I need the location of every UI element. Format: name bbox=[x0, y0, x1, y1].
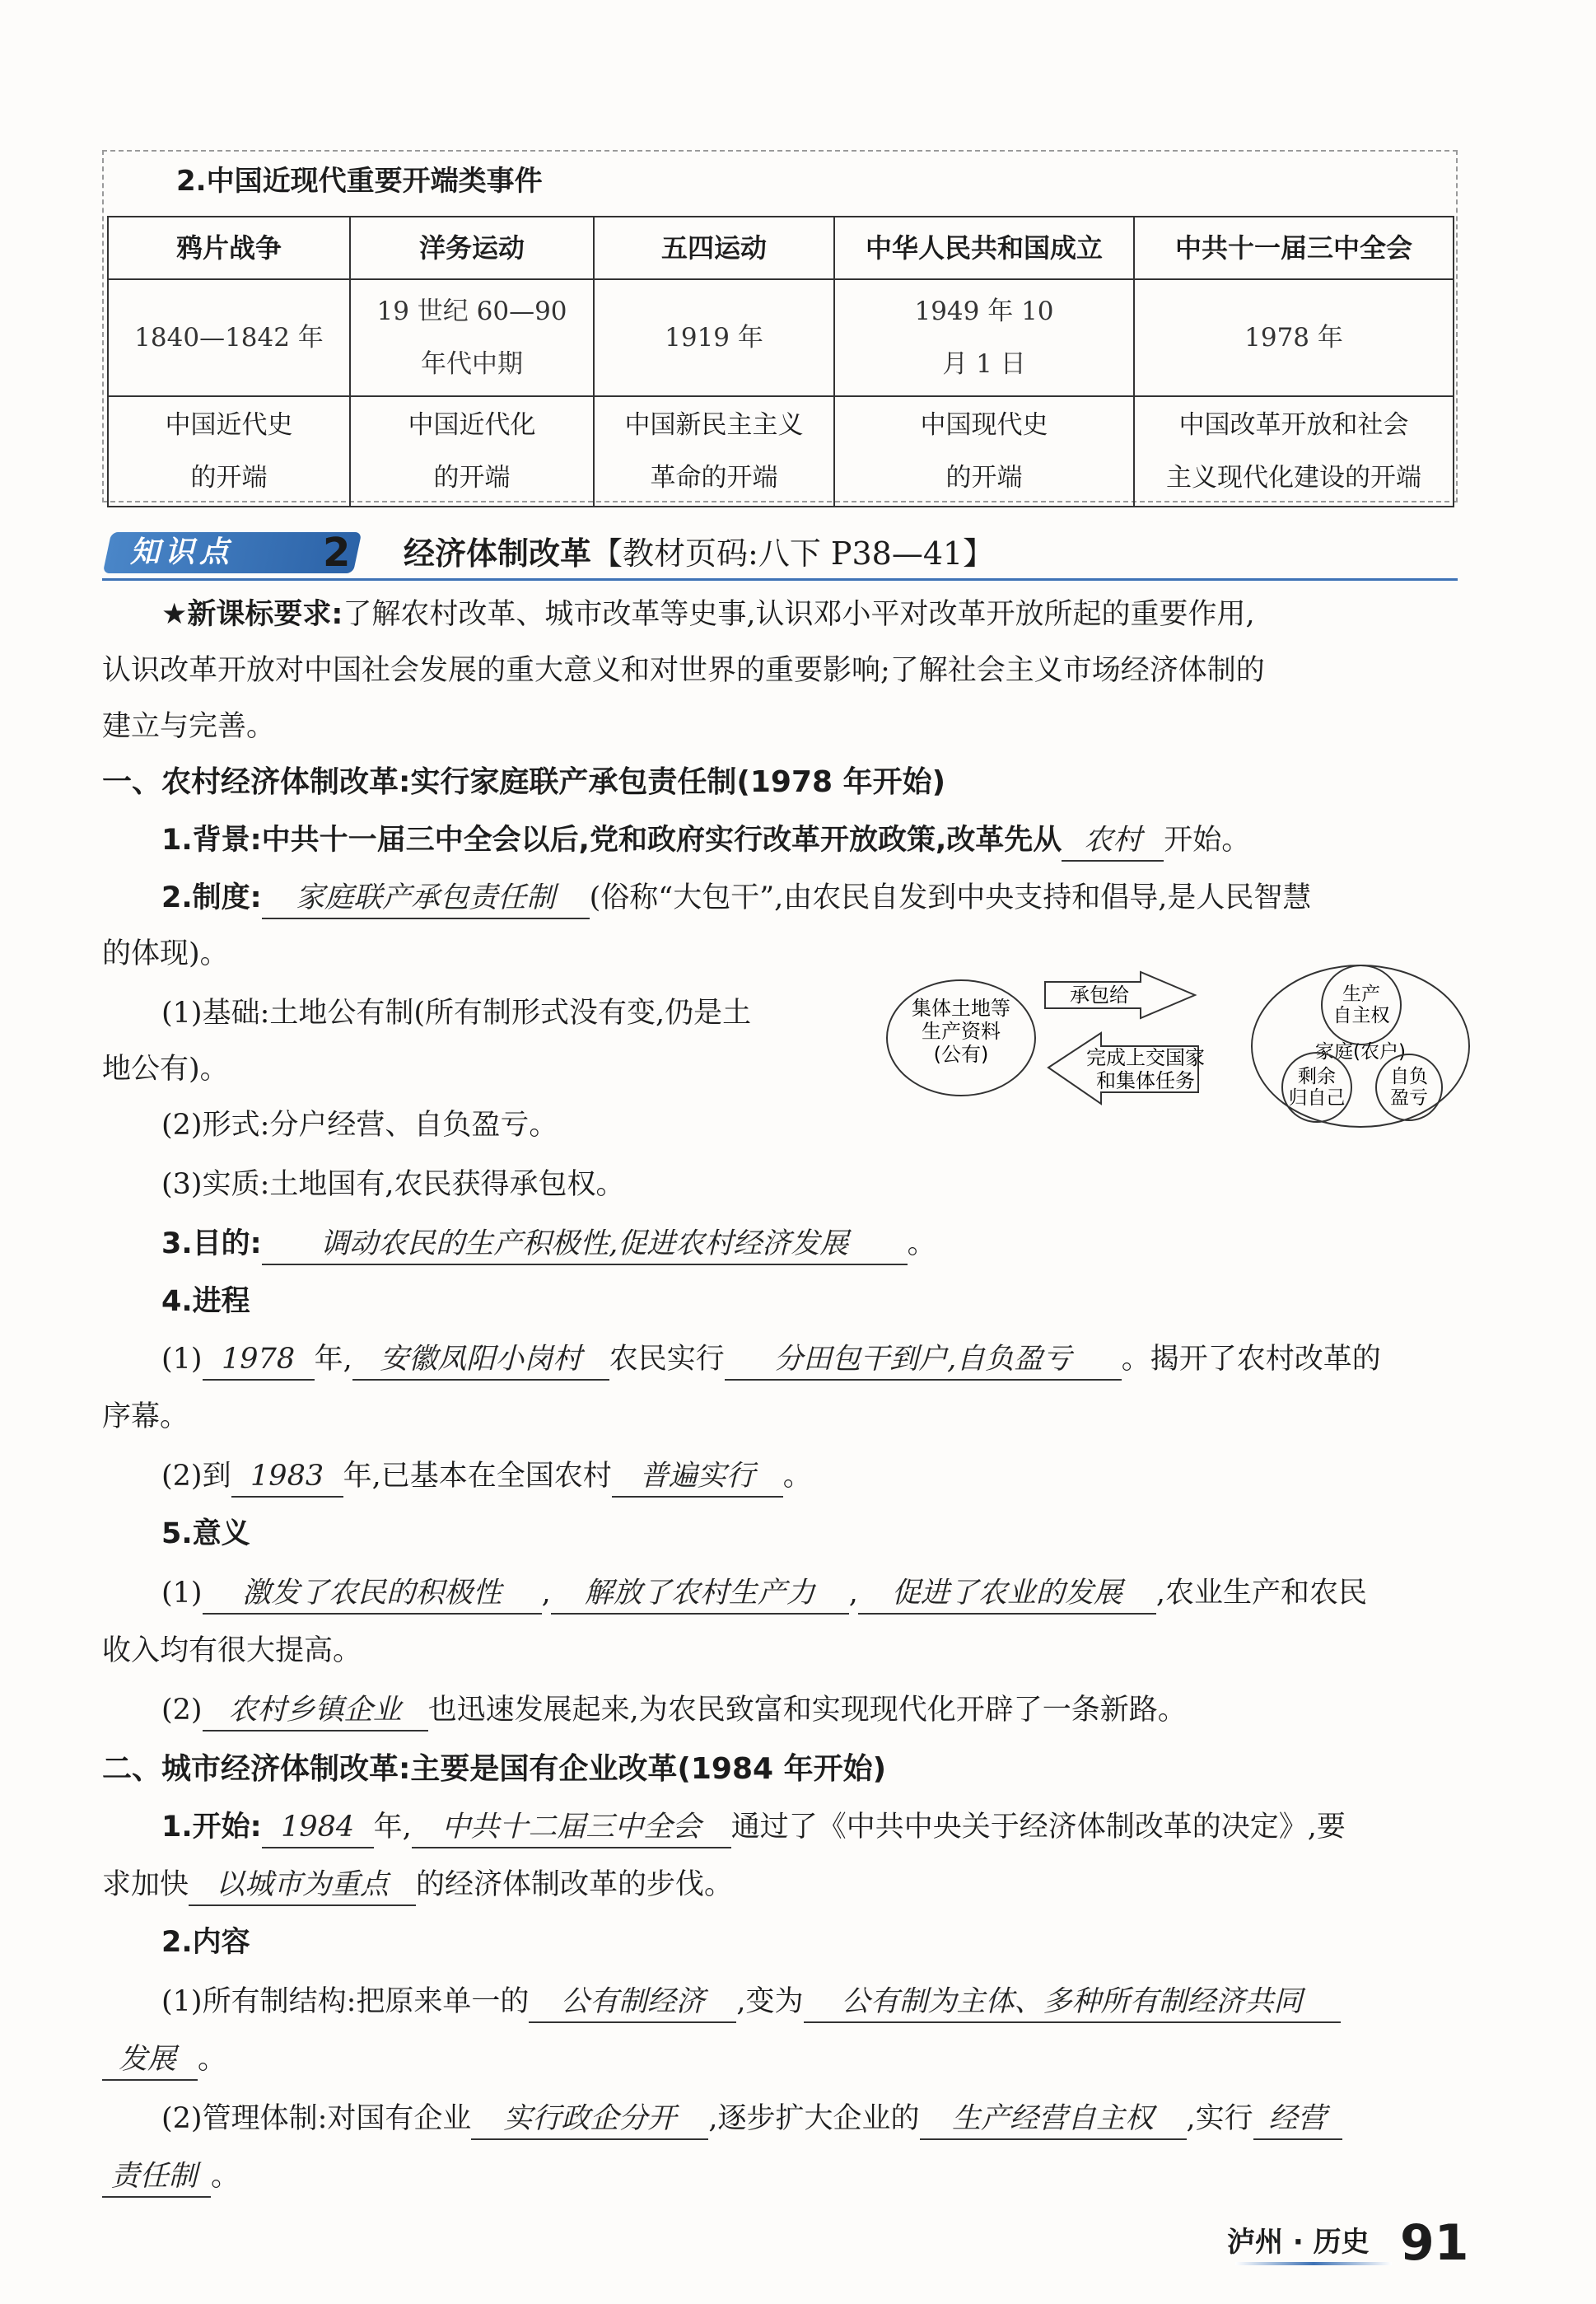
rural-heading: 一、农村经济体制改革:实行家庭联产承包责任制(1978 年开始) bbox=[102, 765, 946, 799]
cell-text: 1949 年 10 bbox=[914, 297, 1054, 326]
rural-system bbox=[161, 873, 1311, 923]
answer-blank: 经营 bbox=[1253, 2099, 1342, 2140]
answer-blank: 调动农民的生产积极性,促进农村经济发展 bbox=[262, 1224, 908, 1265]
rural-essence: (3)实质:土地国有,农民获得承包权。 bbox=[161, 1168, 625, 1201]
answer-blank: 农村乡镇企业 bbox=[203, 1690, 428, 1732]
text: 1.背景:中共十一届三中全会以后,党和政府实行改革开放政策,改革先从 bbox=[161, 824, 1062, 857]
cell-text: 革命的开端 bbox=[650, 463, 778, 493]
answer-blank: 责任制 bbox=[102, 2157, 211, 2198]
header-rule bbox=[102, 578, 1458, 581]
cell-text: 中国新民主主义 bbox=[624, 410, 804, 440]
rural-meaning-heading: 5.意义 bbox=[161, 1517, 250, 1550]
text: 年, bbox=[373, 1811, 412, 1844]
text: 通过了《中共中央关于经济体制改革的决定》,要 bbox=[730, 1811, 1346, 1844]
answer-blank: 安徽凤阳小岗村 bbox=[352, 1339, 609, 1381]
table-header-cell: 五四运动 bbox=[594, 217, 834, 279]
rural-progress-2 bbox=[161, 1451, 812, 1501]
text: (2)管理体制:对国有企业 bbox=[161, 2102, 472, 2135]
table-header-cell: 中华人民共和国成立 bbox=[834, 217, 1134, 279]
answer-blank: 发展 bbox=[102, 2040, 198, 2081]
cell-text: 1978 年 bbox=[1244, 323, 1343, 353]
text: ,农业生产和农民 bbox=[1155, 1577, 1367, 1610]
table-cell bbox=[594, 279, 834, 396]
table-cell bbox=[108, 396, 350, 507]
text: (1)所有制结构:把原来单一的 bbox=[161, 1985, 530, 2018]
table-cell bbox=[1134, 279, 1454, 396]
cell-text: 1919 年 bbox=[665, 323, 763, 353]
rural-background bbox=[161, 816, 1250, 865]
answer-blank: 公有制经济 bbox=[529, 1982, 736, 2023]
text: 开始。 bbox=[1164, 824, 1251, 857]
urban-ownership-line-2 bbox=[102, 2035, 226, 2084]
answer-blank: 生产经营自主权 bbox=[920, 2099, 1187, 2140]
answer-blank: 分田包干到户,自负盈亏 bbox=[725, 1339, 1122, 1381]
text: 3.目的: bbox=[161, 1227, 262, 1260]
table-header-cell: 洋务运动 bbox=[350, 217, 594, 279]
text: (俗称“大包干”,由农民自发到中央支持和倡导,是人民智慧 bbox=[589, 881, 1312, 914]
table-header-cell: 鸦片战争 bbox=[108, 217, 350, 279]
rural-progress-1 bbox=[161, 1334, 1381, 1384]
badge-label: 知识点 bbox=[130, 535, 235, 569]
answer-blank: 实行政企分开 bbox=[471, 2099, 708, 2140]
answer-blank: 以城市为重点 bbox=[189, 1865, 416, 1906]
left-ellipse-text: (公有) bbox=[933, 1043, 989, 1066]
urban-content-heading: 2.内容 bbox=[161, 1926, 250, 1959]
text: 的经济体制改革的步伐。 bbox=[416, 1868, 734, 1901]
rural-basis-line-2: 地公有)。 bbox=[102, 1053, 229, 1086]
table-cell bbox=[834, 396, 1134, 507]
table-row-years bbox=[108, 279, 1454, 396]
cell-text: 中国近代化 bbox=[408, 410, 536, 440]
text: 2.制度: bbox=[161, 881, 262, 914]
answer-blank: 农村 bbox=[1062, 820, 1164, 862]
rural-meaning-2 bbox=[161, 1685, 1187, 1735]
cell-text: 的开端 bbox=[433, 463, 511, 493]
text: 也迅速发展起来,为农民致富和实现现代化开辟了一条新路。 bbox=[427, 1694, 1187, 1727]
text: (2)到 bbox=[161, 1460, 231, 1493]
text: (1) bbox=[161, 1343, 203, 1376]
cell-text: 的开端 bbox=[945, 463, 1023, 493]
self-responsible-text: 盈亏 bbox=[1390, 1087, 1428, 1109]
rural-meaning-1-line-2: 收入均有很大提高。 bbox=[102, 1634, 362, 1667]
events-table bbox=[107, 216, 1454, 507]
surplus-text: 归自己 bbox=[1288, 1087, 1346, 1109]
knowledge-point-header bbox=[102, 527, 1458, 580]
urban-management bbox=[161, 2094, 1342, 2143]
answer-blank: 激发了农民的积极性 bbox=[203, 1573, 542, 1615]
household-label: 家庭(农户) bbox=[1315, 1041, 1406, 1063]
left-ellipse-text: 集体土地等 bbox=[912, 997, 1010, 1020]
text: 年,已基本在全国农村 bbox=[343, 1460, 612, 1493]
table-cell bbox=[350, 396, 594, 507]
rural-purpose bbox=[161, 1219, 936, 1269]
answer-blank: 中共十二届三中全会 bbox=[412, 1807, 731, 1848]
cell-text: 中国现代史 bbox=[920, 410, 1048, 440]
cell-text: 1840—1842 年 bbox=[134, 323, 324, 353]
table-heading: 2.中国近现代重要开端类事件 bbox=[176, 165, 543, 198]
urban-start-line-2 bbox=[102, 1860, 733, 1909]
badge-number: 2 bbox=[323, 530, 351, 576]
text: 。 bbox=[907, 1227, 936, 1260]
autonomy-text: 自主权 bbox=[1332, 1005, 1390, 1026]
self-responsible-text: 自负 bbox=[1390, 1066, 1428, 1087]
arrow-right-label: 承包给 bbox=[1070, 984, 1129, 1007]
page-number: 91 bbox=[1400, 2214, 1469, 2272]
rural-progress-heading: 4.进程 bbox=[161, 1285, 250, 1318]
answer-blank: 家庭联产承包责任制 bbox=[262, 878, 590, 919]
arrow-left-label: 和集体任务 bbox=[1096, 1069, 1195, 1092]
rural-basis: (1)基础:土地公有制(所有制形式没有变,仍是土 bbox=[161, 997, 752, 1030]
text: ,逐步扩大企业的 bbox=[708, 2102, 920, 2135]
household-contract-diagram bbox=[885, 956, 1478, 1137]
table-cell bbox=[1134, 396, 1454, 507]
answer-blank: 促进了农业的发展 bbox=[858, 1573, 1156, 1615]
requirement-line-1 bbox=[161, 590, 1255, 639]
table-header-row bbox=[108, 217, 1454, 279]
text: 。揭开了农村改革的 bbox=[1121, 1343, 1381, 1376]
page-footer bbox=[1227, 2216, 1474, 2274]
cell-text: 主义现代化建设的开端 bbox=[1166, 463, 1421, 493]
answer-blank: 1984 bbox=[262, 1807, 374, 1848]
urban-management-line-2 bbox=[102, 2152, 240, 2201]
answer-blank: 1978 bbox=[203, 1339, 315, 1381]
text: 年, bbox=[314, 1343, 352, 1376]
footer-underline bbox=[1235, 2262, 1392, 2265]
left-ellipse-text: 生产资料 bbox=[922, 1020, 1001, 1043]
answer-blank: 普遍实行 bbox=[612, 1456, 783, 1498]
answer-blank: 1983 bbox=[231, 1456, 343, 1498]
text: ,变为 bbox=[736, 1985, 804, 2018]
text: , bbox=[541, 1577, 551, 1610]
rural-form: (2)形式:分户经营、自负盈亏。 bbox=[161, 1109, 558, 1142]
text: 1.开始: bbox=[161, 1811, 262, 1844]
text: (1) bbox=[161, 1577, 203, 1610]
text: 。 bbox=[211, 2160, 240, 2193]
urban-heading: 二、城市经济体制改革:主要是国有企业改革(1984 年开始) bbox=[102, 1752, 887, 1786]
text: (2) bbox=[161, 1694, 203, 1727]
text: , bbox=[848, 1577, 858, 1610]
cell-text: 19 世纪 60—90 bbox=[376, 297, 567, 326]
urban-start bbox=[161, 1802, 1346, 1852]
answer-blank: 解放了农村生产力 bbox=[551, 1573, 849, 1615]
rural-progress-1-line-2: 序幕。 bbox=[102, 1400, 189, 1433]
cell-text: 中国改革开放和社会 bbox=[1178, 410, 1409, 440]
autonomy-text: 生产 bbox=[1342, 984, 1380, 1005]
text: 求加快 bbox=[102, 1868, 189, 1901]
rural-meaning-1 bbox=[161, 1568, 1367, 1618]
requirement-text: 了解农村改革、城市改革等史事,认识邓小平对改革开放所起的重要作用, bbox=[343, 598, 1255, 631]
table-cell bbox=[594, 396, 834, 507]
requirement-label: ★新课标要求: bbox=[161, 598, 343, 631]
table-header-cell: 中共十一届三中全会 bbox=[1134, 217, 1454, 279]
table-cell bbox=[834, 279, 1134, 396]
text: 。 bbox=[198, 2043, 227, 2076]
table-row-significance bbox=[108, 396, 1454, 507]
cell-text: 的开端 bbox=[190, 463, 268, 493]
cell-text: 月 1 日 bbox=[942, 349, 1026, 379]
textbook-reference: 【教材页码:八下 P38—41】 bbox=[591, 535, 995, 572]
section-title-text: 经济体制改革 bbox=[404, 535, 592, 572]
cell-text: 中国近代史 bbox=[165, 410, 293, 440]
section-title bbox=[404, 530, 994, 577]
urban-ownership bbox=[161, 1977, 1341, 2026]
events-table-box bbox=[102, 150, 1458, 502]
arrow-left-label: 完成上交国家 bbox=[1086, 1046, 1205, 1069]
table-cell bbox=[350, 279, 594, 396]
rural-system-line-2: 的体现)。 bbox=[102, 937, 229, 970]
text: 农民实行 bbox=[609, 1343, 725, 1376]
footer-label: 泸州 · 历史 bbox=[1227, 2226, 1370, 2259]
text: ,实行 bbox=[1186, 2102, 1253, 2135]
cell-text: 年代中期 bbox=[421, 349, 523, 379]
surplus-text: 剩余 bbox=[1298, 1066, 1336, 1087]
table-cell bbox=[108, 279, 350, 396]
answer-blank: 公有制为主体、多种所有制经济共同 bbox=[804, 1982, 1341, 2023]
requirement-line-2: 认识改革开放对中国社会发展的重大意义和对世界的重要影响;了解社会主义市场经济体制的 bbox=[102, 654, 1265, 687]
requirement-line-3: 建立与完善。 bbox=[102, 710, 276, 743]
text: 。 bbox=[782, 1460, 812, 1493]
